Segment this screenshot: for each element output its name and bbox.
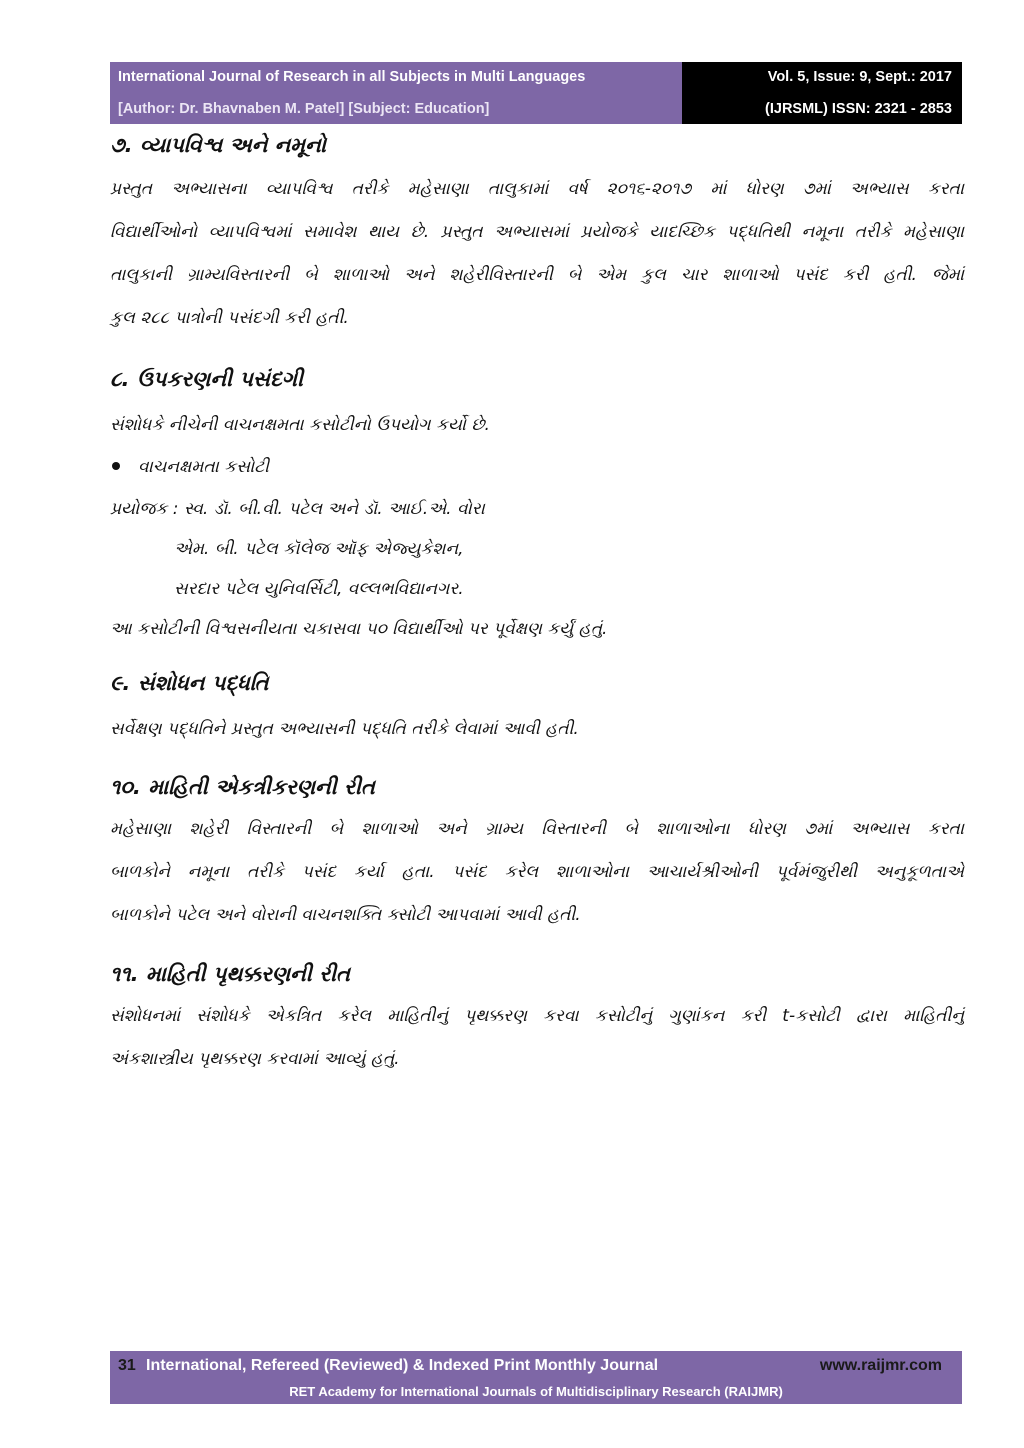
bullet-item xyxy=(110,450,964,484)
article-body xyxy=(110,128,964,1081)
section-heading: ૯. સંશોધન પદ્ધતિ xyxy=(110,671,269,695)
paragraph-line: કુલ ૨૮૮ પાત્રોની પસંદગી કરી હતી. xyxy=(110,308,349,328)
header-left-panel xyxy=(110,62,682,124)
publisher-name: RET Academy for International Journals of Multidisciplinary Research (RAIJMR) xyxy=(289,1384,783,1399)
section-intro: સંશોધકે નીચેની વાચનક્ષમતા કસોટીનો ઉપયોગ કર્યો છે. xyxy=(110,415,490,435)
paragraph-line: તાલુકાની ગ્રામ્યવિસ્તારની બે શાળાઓ અને શહેરીવિસ્તારની બે એમ કુલ ચાર શાળાઓ પસંદ કરી હતી. જેમાં xyxy=(110,265,964,285)
section-9 xyxy=(110,666,964,746)
website-link[interactable]: www.raijmr.com xyxy=(819,1357,942,1374)
section-11 xyxy=(110,957,964,1081)
header-right-panel xyxy=(682,62,962,124)
section-10 xyxy=(110,770,964,937)
reliability-line: આ કસોટીની વિશ્વસનીયતા ચકાસવા ૫૦ વિદ્યાર્થીઓ પર પૂર્વેક્ષણ કર્યું હતું. xyxy=(110,619,608,639)
paragraph-line: સંશોધનમાં સંશોધકે એકત્રિત કરેલ માહિતીનું પૃથક્કરણ કરવા કસોટીનું ગુણાંકન કરી t-કસોટી દ્વારા માહિતીનું xyxy=(110,1006,964,1026)
paragraph-line: પ્રસ્તુત અભ્યાસના વ્યાપવિશ્વ તરીકે મહેસાણા તાલુકામાં વર્ષ ૨૦૧૬-૨૦૧૭ માં ધોરણ ૭માં અભ્યાસ કરતા xyxy=(110,179,964,199)
bullet-icon xyxy=(112,462,120,470)
paragraph-line: બાળકોને નમૂના તરીકે પસંદ કર્યા હતા. પસંદ કરેલ શાળાઓના આચાર્યશ્રીઓની પૂર્વમંજુરીથી અનુકૂળતાએ xyxy=(110,862,964,882)
college-line: એમ. બી. પટેલ કૉલેજ ઑફ એજ્યુકેશન, xyxy=(174,539,464,559)
page-header xyxy=(110,62,962,124)
journal-description: International, Refereed (Reviewed) & Indexed Print Monthly Journal xyxy=(146,1357,659,1374)
page-footer xyxy=(110,1351,962,1404)
section-heading: ૭. વ્યાપવિશ્વ અને નમૂનો xyxy=(110,133,327,157)
paragraph-line: વિદ્યાર્થીઓનો વ્યાપવિશ્વમાં સમાવેશ થાય છે. પ્રસ્તુત અભ્યાસમાં પ્રયોજકે યાદચ્છિક પદ્ધતિથી નમૂના તરીકે મહેસાણા xyxy=(110,222,964,242)
volume-issue: Vol. 5, Issue: 9, Sept.: 2017 xyxy=(767,69,952,85)
bullet-text: વાચનક્ષમતા કસોટી xyxy=(138,457,269,477)
paragraph-line: બાળકોને પટેલ અને વોરાની વાચનશક્તિ ક્સોટી આપવામાં આવી હતી. xyxy=(110,905,581,925)
section-8 xyxy=(110,362,964,646)
section-heading: ૧૦. માહિતી એકત્રીકરણની રીત xyxy=(110,775,375,799)
paragraph-line: અંકશાસ્ત્રીય પૃથક્કરણ કરવામાં આવ્યું હતું. xyxy=(110,1049,400,1069)
test-author-line: પ્રયોજક : સ્વ. ડૉ. બી.વી. પટેલ અને ડૉ. આઈ.એ. વોરા xyxy=(110,499,485,519)
issn: (IJRSML) ISSN: 2321 - 2853 xyxy=(765,101,952,117)
author-subject: [Author: Dr. Bhavnaben M. Patel] [Subject: Education] xyxy=(118,101,490,117)
journal-title: International Journal of Research in all Subjects in Multi Languages xyxy=(118,69,586,85)
section-text: સર્વેક્ષણ પદ્ધતિને પ્રસ્તુત અભ્યાસની પદ્ધતિ તરીકે લેવામાં આવી હતી. xyxy=(110,719,579,739)
page-number: 31 xyxy=(118,1357,136,1374)
university-line: સરદાર પટેલ યુનિવર્સિટી, વલ્લભવિદ્યાનગર. xyxy=(174,579,464,599)
paragraph-line: મહેસાણા શહેરી વિસ્તારની બે શાળાઓ અને ગ્રામ્ય વિસ્તારની બે શાળાઓના ધોરણ ૭માં અભ્યાસ કરતા xyxy=(110,819,964,839)
section-heading: ૧૧. માહિતી પૃથક્કરણની રીત xyxy=(110,962,350,986)
section-heading: ૮. ઉપકરણની પસંદગી xyxy=(110,367,304,391)
section-7 xyxy=(110,128,964,340)
